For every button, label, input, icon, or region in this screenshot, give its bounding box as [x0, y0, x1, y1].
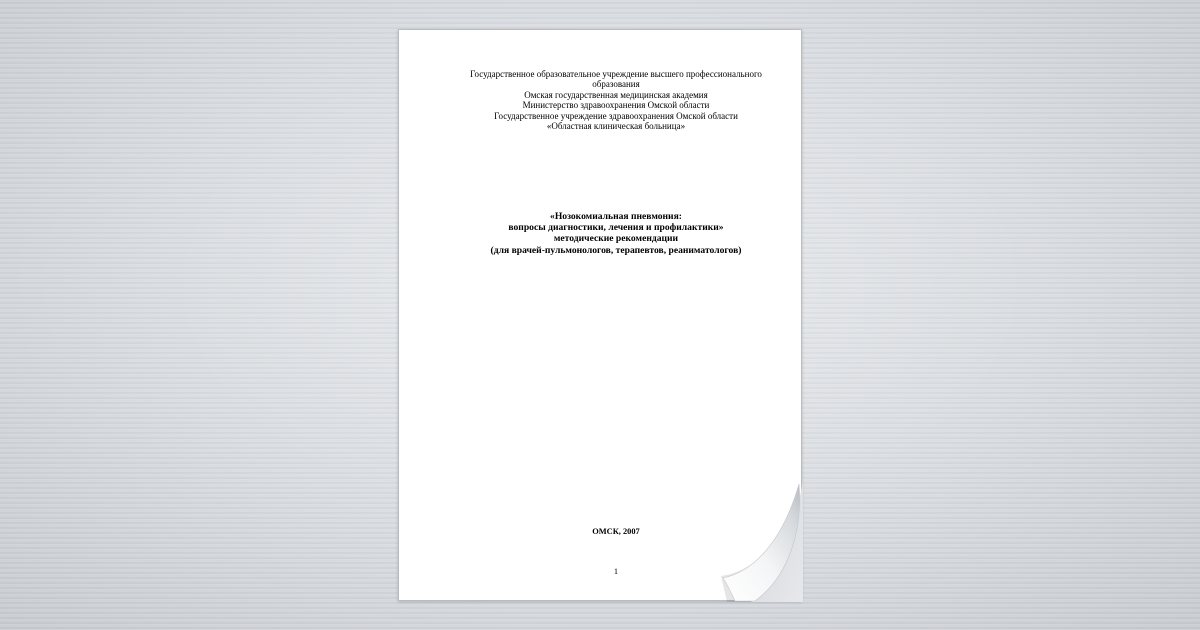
- institution-line: Омская государственная медицинская академия: [524, 89, 708, 100]
- title-line: вопросы диагностики, лечения и профилактики»: [508, 222, 724, 234]
- institution-line: Государственное учреждение здравоохранения Омской области: [494, 110, 738, 121]
- institution-line: «Областная клиническая больница»: [546, 121, 686, 132]
- audience-line: (для врачей-пульмонологов, терапевтов, реаниматологов): [490, 244, 742, 256]
- document-page: [398, 29, 802, 601]
- city-year: ОМСК, 2007: [592, 527, 640, 536]
- page-number: 1: [613, 567, 619, 576]
- subtitle-line: методические рекомендации: [553, 233, 679, 245]
- institution-line: образования: [592, 79, 640, 90]
- title-line: «Нозокомиальная пневмония:: [550, 211, 682, 222]
- institution-line: Министерство здравоохранения Омской области: [522, 100, 710, 111]
- page-curl-icon: [721, 480, 803, 602]
- institution-header: [449, 69, 783, 131]
- institution-line: Государственное образовательное учреждение высшего профессионального: [470, 69, 762, 79]
- document-title: [419, 211, 813, 256]
